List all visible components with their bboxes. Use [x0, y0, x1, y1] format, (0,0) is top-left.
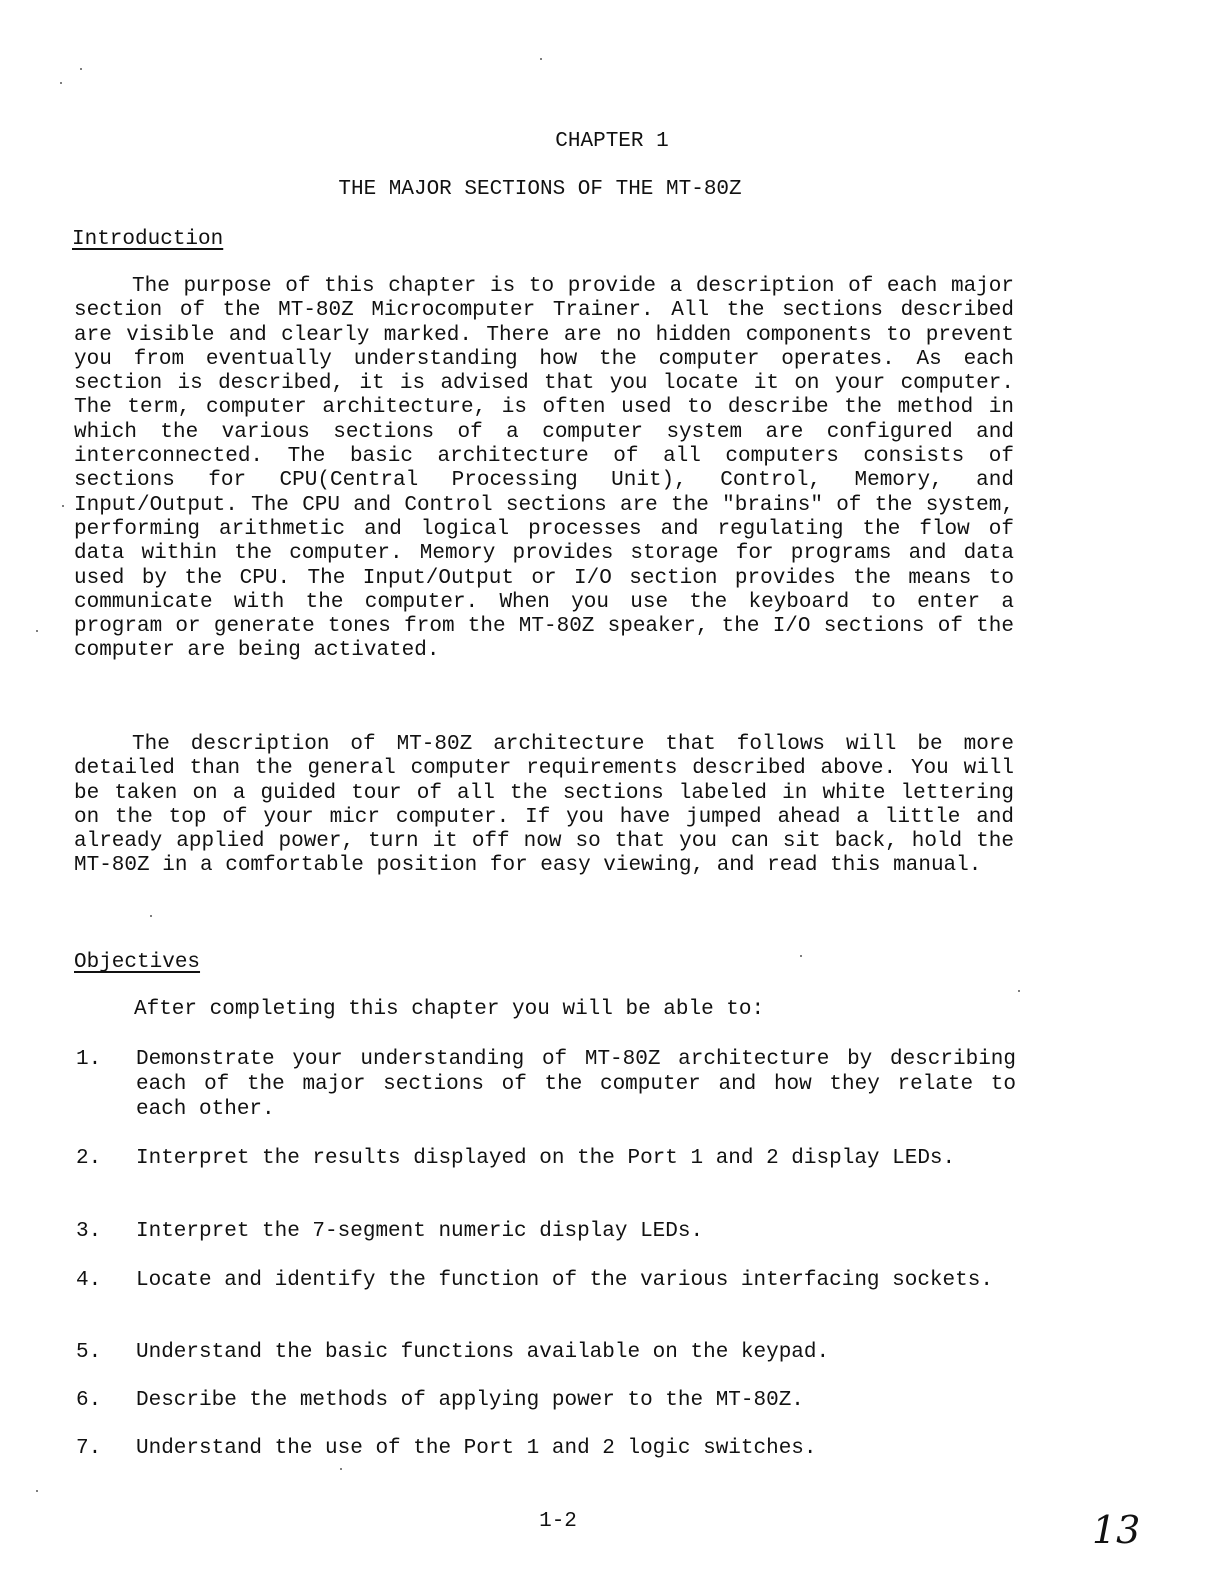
objective-number: 3. [76, 1220, 102, 1243]
objective-text: Interpret the 7-segment numeric display LEDs. [136, 1220, 704, 1243]
objective-number: 1. [76, 1048, 102, 1071]
scan-speck [62, 505, 64, 507]
scan-speck [800, 955, 802, 957]
objective-item [76, 1340, 1016, 1365]
objective-item [76, 1047, 1016, 1122]
objective-text: Locate and identify the function of the various interfacing sockets. [136, 1269, 993, 1292]
objectives-heading: Objectives [74, 951, 201, 974]
objectives-lead: After completing this chapter you will be able to: [134, 998, 765, 1021]
objective-item [76, 1219, 1016, 1244]
objective-text: Demonstrate your understanding of MT-80Z architecture by describing each of the major sections of the computer and how they relate to each other. [136, 1048, 1016, 1121]
scan-speck [150, 915, 152, 917]
objective-number: 5. [76, 1341, 102, 1364]
chapter-title: THE MAJOR SECTIONS OF THE MT-80Z [338, 178, 742, 201]
page-label: 1-2 [539, 1510, 577, 1533]
introduction-heading: Introduction [72, 228, 224, 251]
introduction-body-2 [74, 733, 1014, 879]
handwritten-page-number: 13 [1092, 1508, 1141, 1552]
objective-item [76, 1268, 1016, 1293]
introduction-body [74, 275, 1014, 664]
scan-speck [540, 58, 542, 60]
objective-item [76, 1146, 1016, 1171]
scan-speck [80, 68, 82, 70]
scan-speck [340, 1468, 342, 1470]
objective-text: Understand the basic functions available on the keypad. [136, 1341, 830, 1364]
scan-speck [36, 1490, 38, 1492]
objective-number: 4. [76, 1269, 102, 1292]
scan-speck [1018, 990, 1020, 992]
objective-number: 7. [76, 1437, 102, 1460]
objective-text: Understand the use of the Port 1 and 2 logic switches. [136, 1437, 817, 1460]
introduction-paragraph-1: The purpose of this chapter is to provide a description of each major section of the MT-80Z Microcomputer Trainer. All the sections described are visible and clearly marked. There are no hidden components to prevent you from eventually understanding how the computer operates. As each section is described, it is advised that you locate it on your computer. The term, computer architecture, is often used to describe the method in which the various sections of a computer system are configured and interconnected. The basic architecture of all computers consists of sections for CPU(Central Processing Unit), Control, Memory, and Input/Output. The CPU and Control sections are the "brains" of the system, performing arithmetic and logical processes and regulating the flow of data within the computer. Memory provides storage for programs and data used by the CPU. The Input/Output or I/O section provides the means to communicate with the computer. When you use the keyboard to enter a program or generate tones from the MT-80Z speaker, the I/O sections of the computer are being activated. [74, 275, 1014, 663]
chapter-label: CHAPTER 1 [555, 130, 669, 153]
objective-number: 6. [76, 1389, 102, 1412]
introduction-paragraph-2: The description of MT-80Z architecture that follows will be more detailed than the general computer requirements described above. You will be taken on a guided tour of all the sections labeled in white lettering on the top of your micr computer. If you have jumped ahead a little and already applied power, turn it off now so that you can sit back, hold the MT-80Z in a comfortable position for easy viewing, and read this manual. [74, 733, 1014, 878]
scan-speck [60, 82, 62, 84]
objective-item [76, 1436, 1016, 1461]
scan-speck [36, 630, 38, 632]
objective-text: Interpret the results displayed on the Port 1 and 2 display LEDs. [136, 1147, 956, 1170]
objective-number: 2. [76, 1147, 102, 1170]
objective-item [76, 1388, 1016, 1413]
objective-text: Describe the methods of applying power to the MT-80Z. [136, 1389, 804, 1412]
